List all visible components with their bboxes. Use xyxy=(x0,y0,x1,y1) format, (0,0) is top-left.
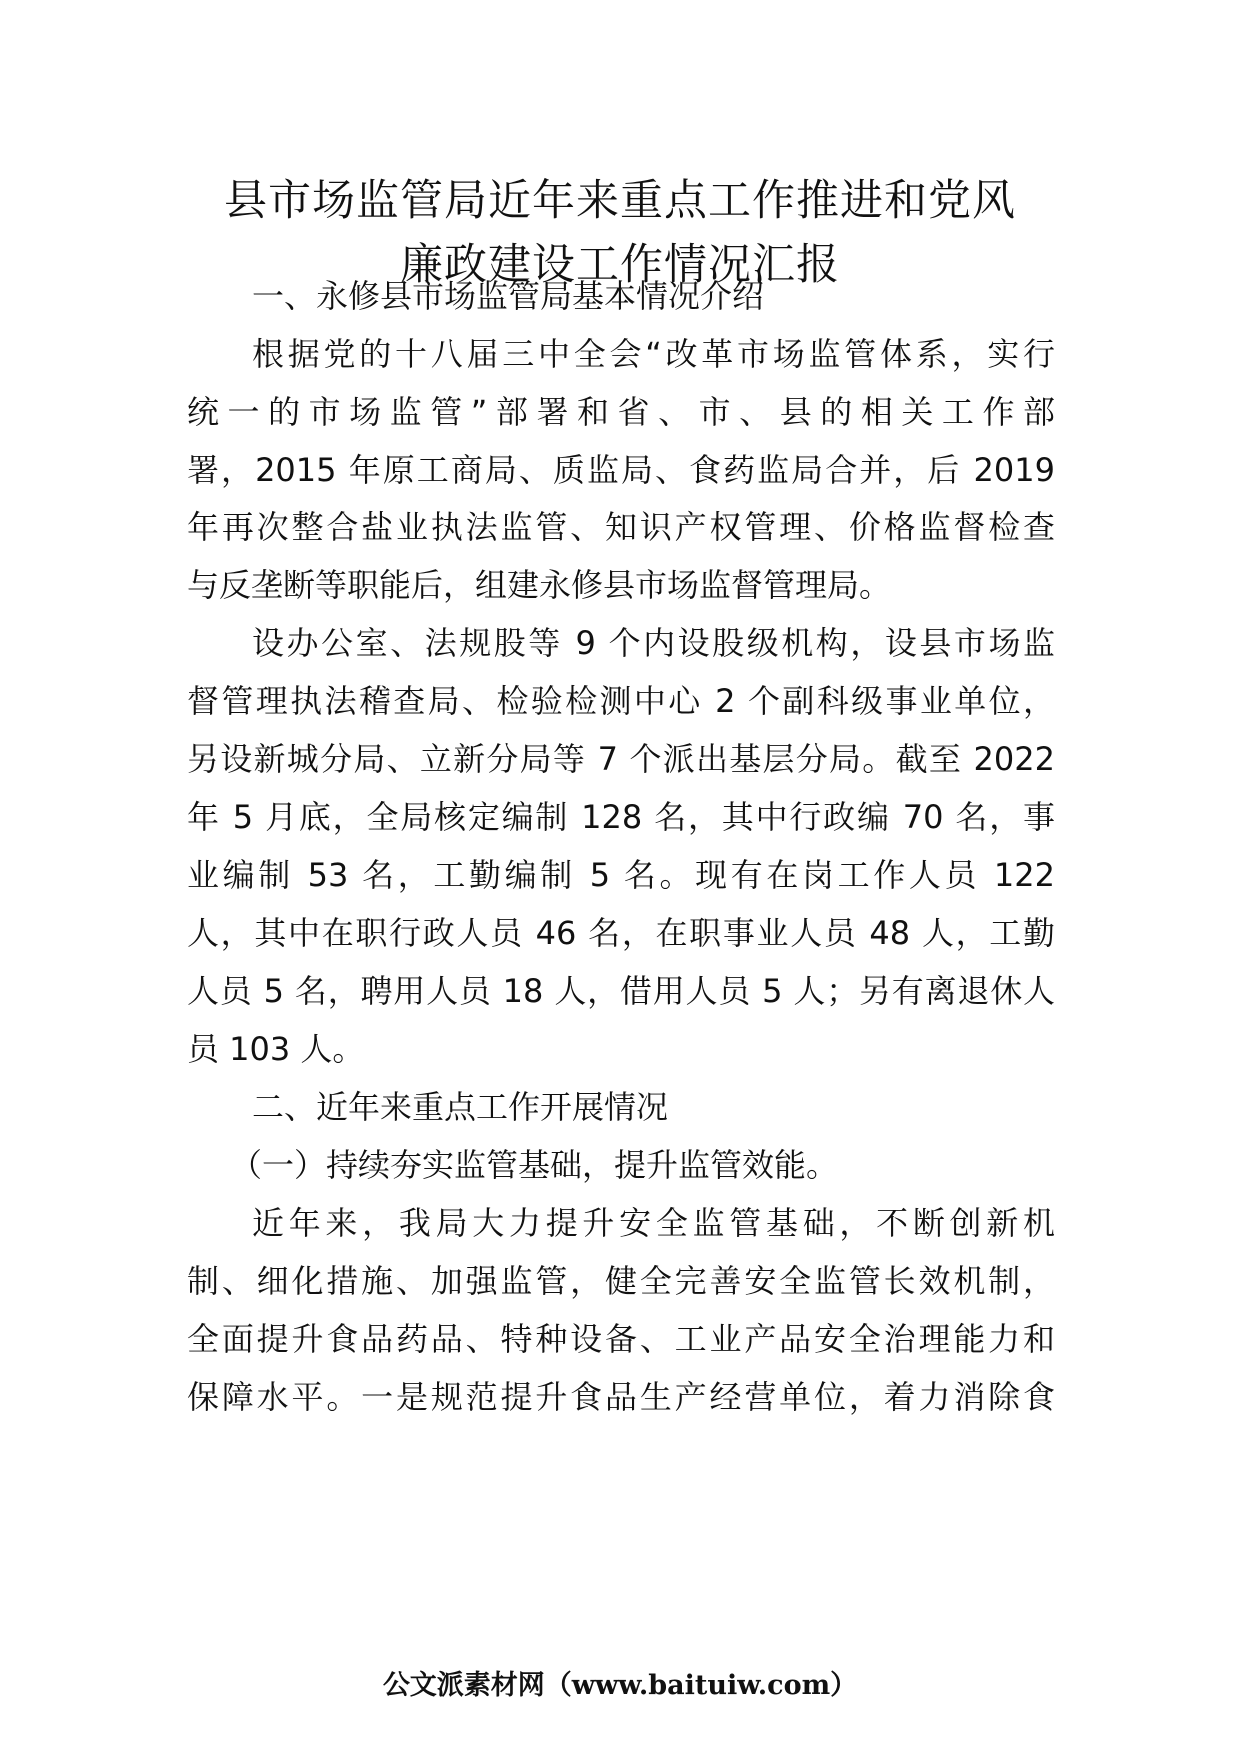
section-2-heading: 二、近年来重点工作开展情况 xyxy=(252,1088,669,1126)
paragraph-line: 年 5 月底，全局核定编制 128 名，其中行政编 70 名，事 xyxy=(187,798,1055,836)
paragraph-line: 督管理执法稽查局、检验检测中心 2 个副科级事业单位， xyxy=(187,682,1055,720)
paragraph-line: 设办公室、法规股等 9 个内设股级机构，设县市场监 xyxy=(252,624,1055,662)
paragraph-line: 全面提升食品药品、特种设备、工业产品安全治理能力和 xyxy=(187,1320,1055,1358)
document-title-line-1: 县市场监管局近年来重点工作推进和党风 xyxy=(224,176,1016,226)
document-title-line-2: 廉政建设工作情况汇报 xyxy=(400,240,840,290)
footer-watermark: 公文派素材网（www.baituiw.com） xyxy=(382,1670,858,1701)
paragraph-line: 根据党的十八届三中全会“改革市场监管体系，实行 xyxy=(252,335,1055,373)
paragraph-line: 年再次整合盐业执法监管、知识产权管理、价格监督检查 xyxy=(187,508,1055,546)
section-1-heading: 一、永修县市场监管局基本情况介绍 xyxy=(252,277,765,315)
paragraph-line: 统一的市场监管”部署和省、市、县的相关工作部 xyxy=(187,393,1055,431)
paragraph-line: 人，其中在职行政人员 46 名，在职事业人员 48 人，工勤 xyxy=(187,914,1055,952)
paragraph-line: 与反垄断等职能后，组建永修县市场监督管理局。 xyxy=(187,566,892,604)
paragraph-line: 保障水平。一是规范提升食品生产经营单位，着力消除食 xyxy=(187,1378,1055,1416)
paragraph-line: 另设新城分局、立新分局等 7 个派出基层分局。截至 2022 xyxy=(187,740,1055,778)
paragraph-line: 业编制 53 名，工勤编制 5 名。现有在岗工作人员 122 xyxy=(187,856,1055,894)
paragraph-line: 员 103 人。 xyxy=(187,1030,365,1068)
paragraph-line: 近年来，我局大力提升安全监管基础，不断创新机 xyxy=(252,1204,1055,1242)
paragraph-line: 制、细化措施、加强监管，健全完善安全监管长效机制， xyxy=(187,1262,1055,1300)
paragraph-line: 署，2015 年原工商局、质监局、食药监局合并，后 2019 xyxy=(187,451,1055,489)
paragraph-line: 人员 5 名，聘用人员 18 人，借用人员 5 人；另有离退休人 xyxy=(187,972,1055,1010)
section-2-subheading: （一）持续夯实监管基础，提升监管效能。 xyxy=(230,1146,839,1184)
